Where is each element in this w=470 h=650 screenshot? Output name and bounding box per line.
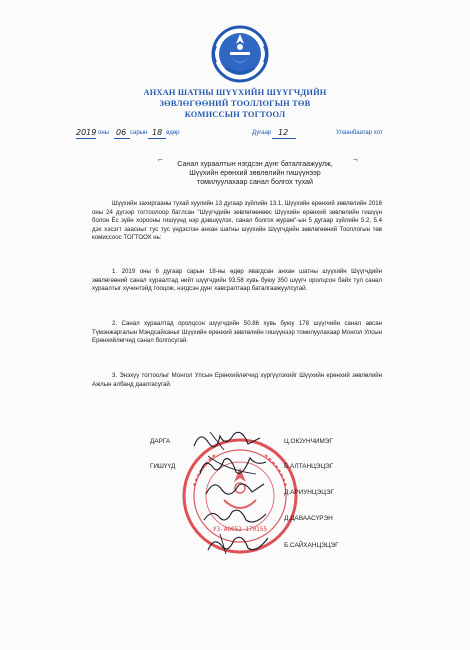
stamp-code: УЗ-АО052 170155 bbox=[212, 526, 268, 533]
subject-line1: Санал хураалтын нэгдсэн дүнг баталгаажуулж, bbox=[177, 160, 333, 168]
date-day: 18 bbox=[152, 128, 163, 137]
city-name: Улаанбаатар хот bbox=[336, 130, 383, 136]
bracket-left: ⌐ bbox=[158, 155, 163, 164]
month-suffix: сарын bbox=[130, 130, 148, 136]
org-title-line3: КОМИССЫН ТОГТООЛ bbox=[184, 110, 286, 119]
members-label: ГИШҮҮД bbox=[150, 463, 176, 470]
bracket-right: ¬ bbox=[353, 155, 358, 164]
decision-item-2: 2. Санал хураалтад оролцсон шүүгчдийн 50.86 хувь буюу 178 шүүгчийн санал авсан Түмэнжаргалын Мэндсайханыг Шүүхийн ерөнхий зөвлөлийн гишүүнээр томилуулахаар Монгол Улсын Ерөнхийлөгчид санал болгосугай. bbox=[92, 320, 382, 345]
day-suffix: өдөр bbox=[166, 130, 180, 136]
subject-line2: Шүүхийн ерөнхий зөвлөлийн гишүүнээр bbox=[189, 169, 321, 177]
subject-line3: томилуулахаар санал болгох тухай bbox=[197, 178, 313, 186]
signatory-name-1: Ц.ОЮУНЧИМЭГ bbox=[284, 438, 333, 445]
org-title-line1: АНХАН ШАТНЫ ШҮҮХИЙН ШҮҮГЧДИЙН bbox=[143, 88, 327, 97]
signature-member-4 bbox=[204, 530, 274, 556]
date-year: 2019 bbox=[76, 128, 97, 137]
reference-row bbox=[0, 128, 470, 140]
signature-chair bbox=[190, 426, 270, 454]
number-label: Дугаар bbox=[252, 130, 272, 136]
year-suffix: оны bbox=[98, 130, 109, 136]
signatory-name-2: Б.АЛТАНЦЭЦЭГ bbox=[284, 463, 334, 470]
chair-label: ДАРГА bbox=[150, 438, 171, 445]
signatory-name-4: Д.ДАВААСҮРЭН bbox=[284, 515, 333, 522]
decision-item-1: 1. 2019 оны 6 дугаар сарын 18-ны өдөр явагдсан анхан шатны шүүхийн Шүүгчдийн зөвлөгөөний санал хураалтад нийт шүүгчдийн 93.58 хувь буюу 350 шүүгч оролцсон байх тул санал хураалтыг хүчинтэйд тооцож, нэгдсэн дүнг хавсралтаар баталгаажуулсугай. bbox=[92, 268, 382, 293]
subject-block bbox=[150, 160, 360, 187]
intro-paragraph: Шүүхийн захиргааны тухай хуулийн 13 дугаар зүйлийн 13.1, Шүүхийн ерөнхий зөвлөлийн 2016 оны 24 дүгээр тогтоолоор батлсан "Шүүгчдийн зөвлөгөөнөөс Шүүхийн ерөнхий зөвлөлийн гишүүн болон Ёс зүйн хорооны гишүүнд нэр дэвшүүлэх, санал болгох журам"-ын 5 дугаар зүйлийн 5.2, 5.4 дэх хэсэгт заасныг тус тус үндэслэн анхан шатны шүүхийн Шүүгчдийн зөвлөгөөний Тооллогын төв комиссоос ТОГТООХ нь: bbox=[92, 200, 382, 242]
decision-item-3: 3. Энэхүү тогтоолыг Монгол Улсын Ерөнхийлөгчид хүргүүлэхийг Шүүхийн ерөнхий зөвлөлийн Ажлын албанд даалгасугай. bbox=[92, 372, 382, 388]
org-title-line2: ЗӨВЛӨГӨӨНИЙ ТООЛЛОГЫН ТӨВ bbox=[159, 99, 311, 108]
signature-member-3 bbox=[200, 504, 272, 528]
state-emblem-icon bbox=[208, 24, 272, 84]
signature-member-2 bbox=[200, 476, 270, 502]
signatory-name-5: Б.САЙХАНЦЭЦЭГ bbox=[284, 542, 339, 549]
date-month: 06 bbox=[116, 128, 127, 137]
signatory-name-3: Д.АРИУНЦЭЦЭГ bbox=[284, 489, 334, 496]
decree-number: 12 bbox=[278, 128, 289, 137]
